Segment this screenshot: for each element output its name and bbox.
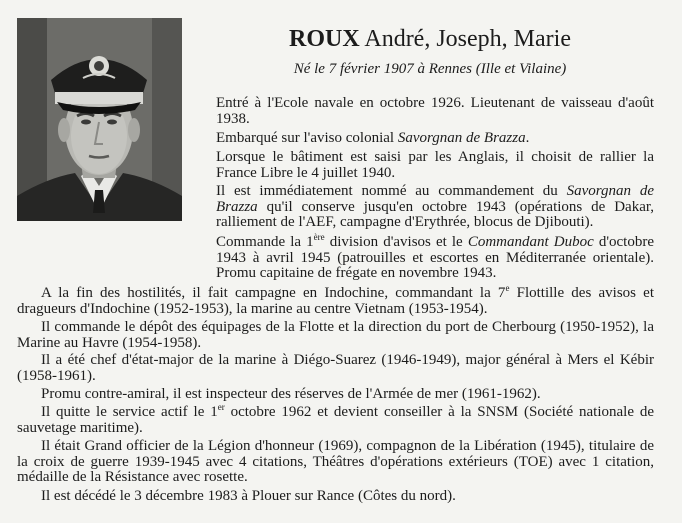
person-name [200,24,660,54]
paragraph-text: qu'il conserve jusqu'en octobre 1943 (opérations de Dakar, ralliement de l'AEF, campagne d'Erythrée, blocus de Djibouti). [216,198,654,231]
ordinal-superscript: ère [313,232,325,242]
paragraph-free-france [216,150,654,181]
ship-name: Savorgnan de Brazza [397,130,526,146]
paragraph-text: Il était Grand officier de la Légion d'honneur (1969), compagnon de la Libération (1945), titulaire de la croix de guerre 1939-1945 avec 4 citations, Théâtres d'opérations extérieurs (TOE) avec 1 citation, médaille de la Résistance avec rosette. [17,438,654,486]
paragraph-rear-admiral [17,387,654,403]
paragraph-chief-of-staff [17,353,654,384]
paragraph-avisos-division [17,232,655,282]
paragraph-text: Il quitte le service actif le 1 [41,404,218,420]
ship-name: Commandant Duboc [467,234,594,250]
paragraph-text: Entré à l'Ecole navale en octobre 1926. Lieutenant de vaisseau d'août 1938. [216,95,654,127]
paragraph-text: division d'avisos et le [324,234,468,250]
paragraph-text: Il a été chef d'état-major de la marine à Diégo-Suarez (1946-1949), major général à Mers el Kébir (1958-1961). [17,352,654,384]
paragraph-indochina [17,283,655,317]
paragraph-text: . [525,130,530,146]
paragraph-decorations [17,439,654,486]
paragraph-text: Commande la 1 [216,234,314,250]
paragraph-text: Il est décédé le 3 décembre 1983 à Plouer sur Rance (Côtes du nord). [41,488,456,504]
given-names: André, Joseph, Marie [364,26,571,52]
paragraph-text: Flottille des avisos et dragueurs d'Indochine (1952-1953), la marine au centre Vietnam (1953-1954). [17,285,655,317]
paragraph-entry [216,96,654,127]
paragraph-text: octobre 1962 et devient conseiller à la SNSM (Société nationale de sauvetage maritime). [17,404,654,436]
paragraph-text: Embarqué sur l'aviso colonial [216,130,398,146]
paragraph-cherbourg [17,320,654,351]
paragraph-command-brazza [216,184,654,231]
portrait-photo [17,18,182,221]
paragraph-text: Lorsque le bâtiment est saisi par les Anglais, il choisit de rallier la France Libre le 4 juillet 1940. [216,149,654,181]
paragraph-embarked [216,131,654,147]
paragraph-text: A la fin des hostilités, il fait campagne en Indochine, commandant la 7 [41,285,506,301]
paragraph-snsm [17,402,654,436]
paragraph-death [17,489,654,505]
ordinal-superscript: e [505,283,510,293]
ship-name: Savorgnan de Brazza [216,183,654,215]
paragraph-text: Il commande le dépôt des équipages de la Flotte et la direction du port de Cherbourg (1950-1952), la Marine au Havre (1954-1958). [17,319,654,351]
ordinal-superscript: er [217,402,225,412]
birth-line: Né le 7 février 1907 à Rennes (Ille et Vilaine) [293,61,567,77]
paragraph-text: Promu contre-amiral, il est inspecteur des réserves de l'Armée de mer (1961-1962). [41,386,541,402]
paragraph-text: d'octobre 1943 à avril 1945 (patrouilles et escortes en Méditerranée orientale). Promu capitaine de frégate en novembre 1943. [216,234,655,282]
surname: ROUX [289,26,360,52]
paragraph-text: Il est immédiatement nommé au commandement du [216,183,567,199]
